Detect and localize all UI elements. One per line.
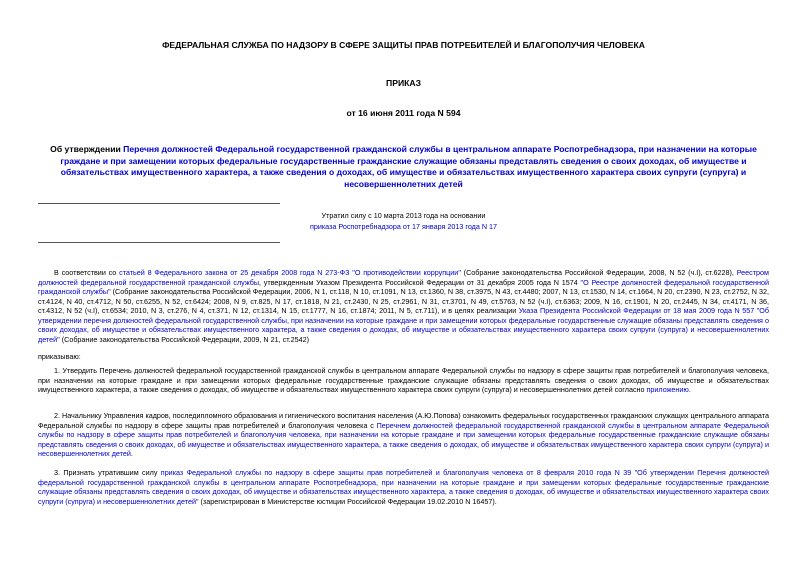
repeal-note-text: Утратил силу с 10 марта 2013 года на основании xyxy=(321,211,486,220)
decree-1574-link[interactable]: "О Реестре должностей федеральной государственной гражданской службы" xyxy=(38,277,769,296)
repeal-order-link[interactable]: приказа Роспотребнадзора от 17 января 2013 года N 17 xyxy=(309,222,498,232)
document-type: ПРИКАЗ xyxy=(386,78,421,88)
item-2-end: . xyxy=(130,449,133,458)
item-1-end: . xyxy=(688,385,691,394)
item-3-end: (зарегистрирован в Министерстве юстиции Российской Федерации 19.02.2010 N 16457). xyxy=(198,496,497,506)
document-date: от 16 июня 2011 года N 594 xyxy=(346,108,461,118)
item-1 xyxy=(38,366,769,395)
agency-name: ФЕДЕРАЛЬНАЯ СЛУЖБА ПО НАДЗОРУ В СФЕРЕ ЗАЩИТЫ ПРАВ ПОТРЕБИТЕЛЕЙ И БЛАГОПОЛУЧИЯ ЧЕЛОВЕКА xyxy=(162,40,645,50)
title-prefix: Об утверждении xyxy=(50,144,124,154)
repeal-note xyxy=(0,210,807,232)
decree-557-link[interactable]: Указа Президента Российской Федерации от 18 мая 2009 года N 557 "Об утверждении перечня должностей федеральной государственной службы, при назначении на которые граждане и при замещении которых федеральные государственные служащие обязаны представлять сведения о своих доходах, об имуществе и обязательствах имущественного характера, а также сведения о доходах, об имуществе и обязательствах имущественного характера своих супруги (супруга) и несовершеннолетних детей" xyxy=(38,306,769,344)
intro-text-2: (Собрание законодательства Российской Федерации, 2008, N 52 (ч.I), ст.6228), xyxy=(460,268,737,277)
intro-text-1: В соответствии со xyxy=(54,268,120,277)
appendix-link[interactable]: приложению xyxy=(646,385,689,394)
law-273-link[interactable]: статьей 8 Федерального закона от 25 декабря 2008 года N 273-ФЗ "О противодействии коррупции" xyxy=(119,268,461,277)
item-2-text: 2. Начальнику Управления кадров, последипломного образования и гигиенического воспитания населения (А.Ю.Попова) ознакомить федеральных государственных гражданских служащих центрального аппарата Федеральной службы по надзору в сфере защиты прав потребителей и благополучия человека с xyxy=(38,411,769,430)
order-word: приказываю: xyxy=(38,352,81,361)
order-39-link[interactable]: приказ Федеральной службы по надзору в сфере защиты прав потребителей и благополучия человека от 8 февраля 2010 года N 39 "Об утверждении Перечня должностей федеральной государственной гражданской службы в центральном аппарате Роспотребнадзора, при назначении на которые граждане и при замещении которых федеральные государственные гражданские служащие обязаны представлять сведения о своих доходах, об имуществе и обязательствах имущественного характера, а также сведения о доходах, об имуществе и обязательствах имущественного характера своих супруги (супруга) и несовершеннолетних детей" xyxy=(38,468,769,506)
intro-text-5: (Собрание законодательства Российской Федерации, 2009, N 21, ст.2542) xyxy=(59,334,310,344)
title-link[interactable]: Перечня должностей Федеральной государственной гражданской службы в центральном аппарате Роспотребнадзора, при назначении на которые граждане и при замещении которых федеральные государственные гражданские служащие обязаны представлять сведения о своих доходах, об имуществе и обязательствах имущественного характера, а также сведения о доходах, об имуществе и обязательствах имущественного характера своих супруги (супруга) и несовершеннолетних детей xyxy=(60,144,757,190)
list-of-positions-link[interactable]: Перечнем должностей федеральной государственной гражданской службы в центральном аппарате Федеральной службы по надзору в сфере защиты прав потребителей и благополучия человека, при назначении на которые граждане и при замещении которых федеральные государственные гражданские служащие обязаны представлять сведения о своих доходах, об имуществе и обязательствах имущественного характера, а также сведения о доходах, об имуществе и обязательствах имущественного характера своих супруги (супруга) и несовершеннолетних детей xyxy=(38,420,769,458)
document-title xyxy=(50,144,757,191)
item-3-text: 3. Признать утратившим силу xyxy=(54,468,161,477)
item-3 xyxy=(38,468,769,506)
divider-top xyxy=(38,203,280,204)
intro-text-4: (Собрание законодательства Российской Федерации, 2006, N 1, ст.118, N 10, ст.1091, N 13, ст.1360, N 38, ст.3975, N 43, ст.4480; 2007, N 13, ст.1530, N 14, ст.1664, N 20, ст.2390, N 23, ст.2752, N 32, ст.4124, N 40, ст.4712, N 50, ст.6255, N 52, ст.6424; 2008, N 9, ст.825, N 17, ст.1818, N 21, ст.2430, N 25, ст.2961, N 31, ст.3701, N 49, ст.5763, N 52 (ч.I), ст.6363; 2009, N 16, ст.1901, N 20, ст.2445, N 34, ст.4171, N 36, ст.4312, N 52 (ч.I), ст.6534; 2010, N 3, ст.276, N 4, ст.371, N 12, ст.1314, N 15, ст.1777, N 16, ст.1874; 2011, N 5, ст.711), и в целях реализации xyxy=(38,287,769,315)
intro-text-3: , утвержденным Указом Президента Российской Федерации от 31 декабря 2005 года N 1574 xyxy=(259,277,581,287)
item-1-text: 1. Утвердить Перечень должностей федеральной государственной гражданской службы в центральном аппарате Федеральной службы по надзору в сфере защиты прав потребителей и благополучия человека, при назначении на которые граждане и при замещении которых федеральные государственные гражданские служащие обязаны представлять сведения о своих доходах, об имуществе и обязательствах имущественного характера, а также сведения о доходах, об имуществе и обязательствах имущественного характера своих супруги (супруга) и несовершеннолетних детей согласно xyxy=(38,366,769,394)
registry-link[interactable]: Реестром должностей федеральной государственной гражданской службы xyxy=(38,268,769,287)
item-2 xyxy=(38,411,769,459)
divider-bottom xyxy=(38,242,280,243)
intro-paragraph xyxy=(38,268,769,344)
